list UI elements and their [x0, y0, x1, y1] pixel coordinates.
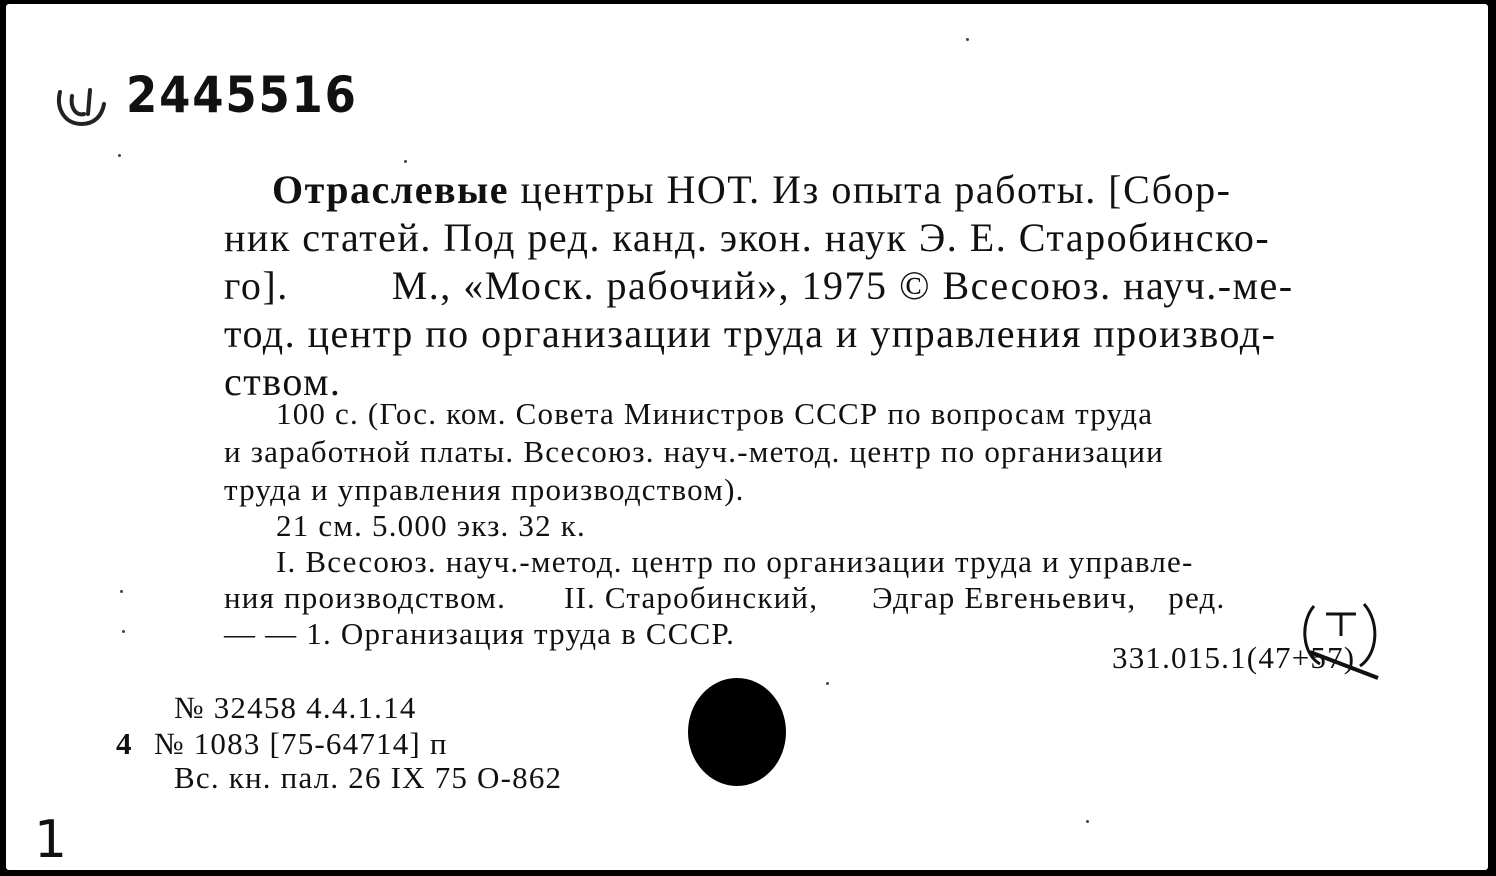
collation-line-3: труда и управления производством). [224, 472, 745, 507]
footer-line-3: Вс. кн. пал. 26 IX 75 О-862 [174, 760, 563, 795]
footer-line-1: № 32458 4.4.1.14 [174, 690, 417, 725]
tracing-line-3: — — 1. Организация труда в СССР. [224, 616, 736, 651]
handwritten-mark-icon [50, 78, 110, 134]
speck [1086, 820, 1089, 823]
tracing-line-2b: II. Старобинский, [563, 580, 819, 615]
tracing-line-2d: ред. [1168, 580, 1226, 615]
catalog-card [6, 4, 1488, 870]
entry-line-3a: го]. [224, 263, 289, 308]
tracing-line-2c: Эдгар Евгеньевич, [872, 580, 1137, 615]
speck [118, 154, 121, 157]
tracing-line-2a: ния производством. [224, 580, 507, 615]
speck [122, 630, 125, 633]
speck [404, 160, 407, 163]
footer-line-2: № 1083 [75-64714] п [154, 726, 448, 761]
entry-line-3 [224, 262, 1294, 309]
entry-line-5: ством. [224, 359, 342, 404]
footer-line-2-prefix: 4 [116, 726, 133, 761]
handwritten-margin-mark: 1 [34, 810, 68, 870]
entry-line-1 [272, 166, 1231, 213]
copyright-symbol: © [899, 263, 931, 308]
speck [966, 38, 969, 41]
entry-title-rest: центры НОТ. Из опыта работы. [Сбор- [509, 167, 1232, 212]
speck [826, 682, 829, 685]
collation-line-1: 100 с. (Гос. ком. Совета Министров СССР по вопросам труда [276, 396, 1154, 431]
size-line: 21 см. 5.000 экз. 32 к. [276, 508, 586, 543]
speck [120, 590, 123, 593]
tracing-line-2 [224, 580, 1225, 616]
collation-line-2: и заработной платы. Всесоюз. науч.-метод. центр по организации [224, 434, 1164, 469]
entry-line-3b: М., «Моск. рабочий», 1975 [391, 263, 888, 308]
entry-title-bold: Отраслевые [272, 167, 510, 212]
tracing-line-1: I. Всесоюз. науч.-метод. центр по организации труда и управле- [276, 544, 1194, 579]
entry-line-2: ник статей. Под ред. канд. экон. наук Э. Е. Старобинско- [224, 215, 1271, 260]
entry-line-4: тод. центр по организации труда и управления производ- [224, 311, 1277, 356]
classification-number: 331.015.1(47+57) [1112, 640, 1356, 675]
handwritten-call-number: 2445516 [126, 66, 358, 124]
punch-hole [688, 678, 786, 786]
entry-line-3c: Всесоюз. науч.-ме- [942, 263, 1294, 308]
